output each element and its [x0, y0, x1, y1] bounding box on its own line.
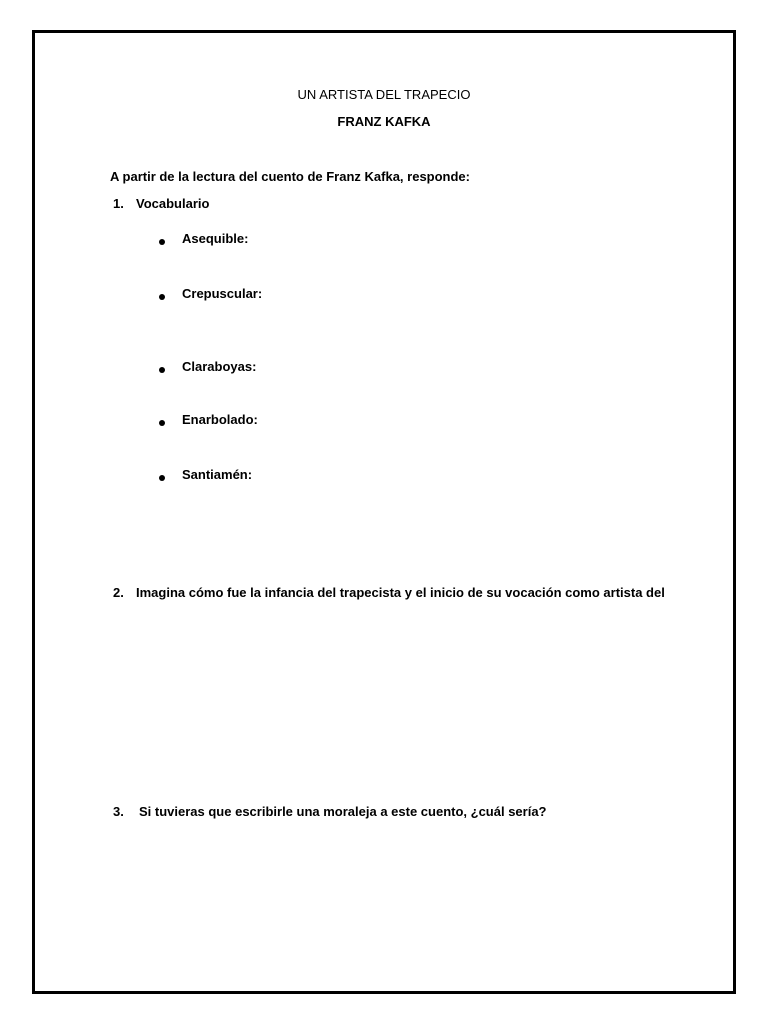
vocab-item-asequible: Asequible:: [182, 231, 249, 246]
vocab-item-crepuscular: Crepuscular:: [182, 286, 263, 301]
question-3-number: 3.: [113, 804, 124, 819]
question-1-text: Vocabulario: [136, 196, 210, 211]
vocab-item-claraboyas: Claraboyas:: [182, 359, 257, 374]
bullet-icon: [159, 294, 165, 300]
intro-text: A partir de la lectura del cuento de Franz Kafka, responde:: [110, 169, 470, 184]
question-2-text: Imagina cómo fue la infancia del trapecista y el inicio de su vocación como artista del: [136, 585, 665, 600]
bullet-icon: [159, 239, 165, 245]
document-author: FRANZ KAFKA: [337, 114, 431, 129]
vocab-item-enarbolado: Enarbolado:: [182, 412, 258, 427]
document-title: UN ARTISTA DEL TRAPECIO: [297, 87, 471, 102]
bullet-icon: [159, 367, 165, 373]
bullet-icon: [159, 475, 165, 481]
question-2-number: 2.: [113, 585, 124, 600]
question-3-text: Si tuvieras que escribirle una moraleja a este cuento, ¿cuál sería?: [139, 804, 547, 819]
bullet-icon: [159, 420, 165, 426]
vocab-item-santiamen: Santiamén:: [182, 467, 253, 482]
question-1-number: 1.: [113, 196, 124, 211]
